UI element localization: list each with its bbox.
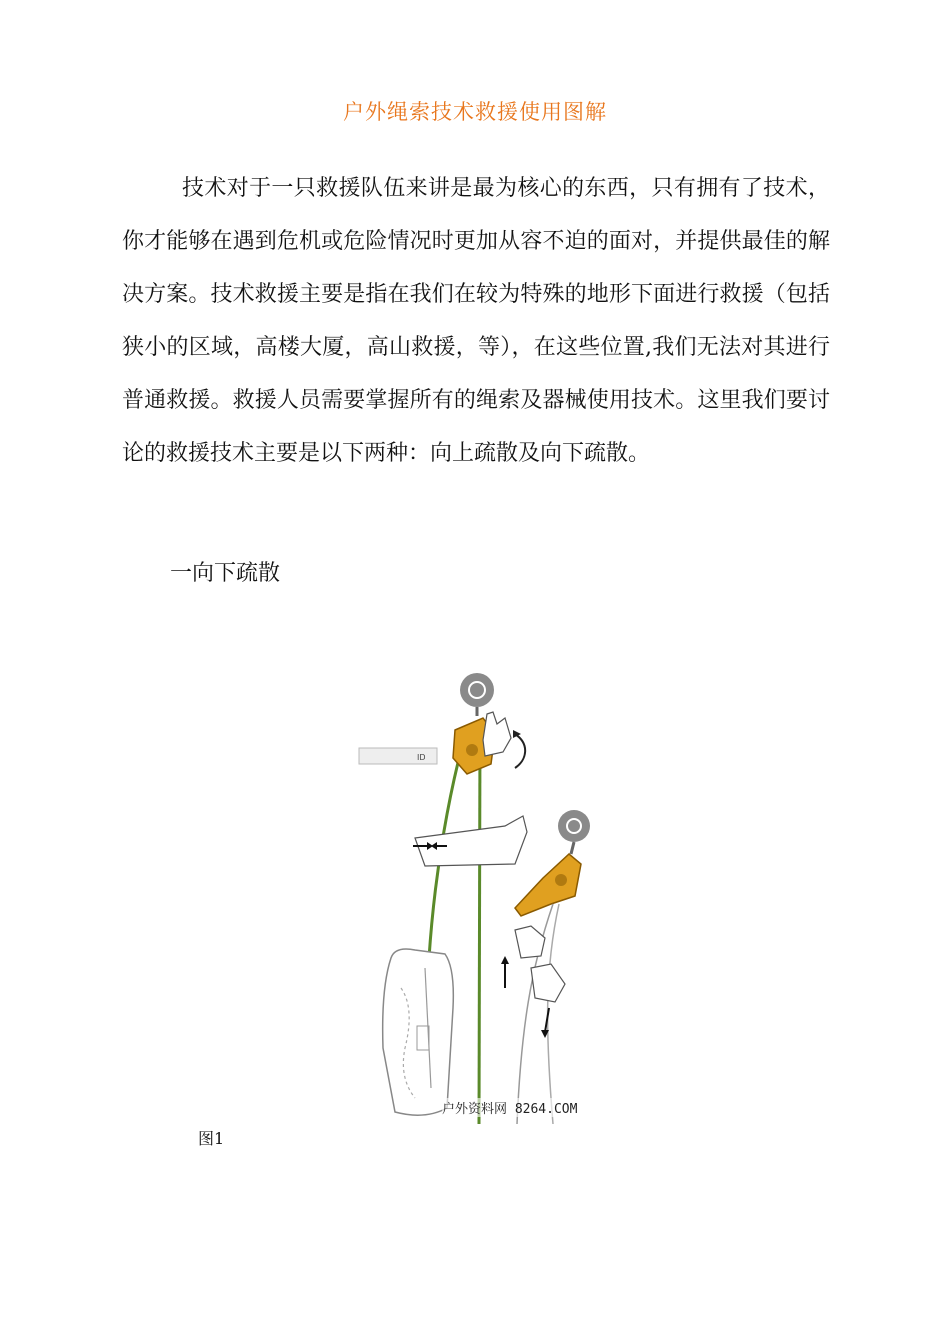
backpack-icon xyxy=(383,949,454,1115)
label-tag xyxy=(359,748,437,764)
label-tag-text: ID xyxy=(417,753,426,762)
section-heading: 一向下疏散 xyxy=(170,561,281,586)
document-title: 户外绳索技术救援使用图解 xyxy=(343,100,607,124)
watermark: 户外资料网 8264.COM xyxy=(442,1098,577,1117)
top-anchor-icon xyxy=(460,673,494,716)
rescue-illustration xyxy=(355,668,595,1128)
arm-holding-rope-icon xyxy=(413,816,527,866)
grigri-device-icon xyxy=(515,854,581,916)
rope-right-icon xyxy=(479,728,480,1124)
body-paragraph: 技术对于一只救援队伍来讲是最为核心的东西，只有拥有了技术，你才能够在遇到危机或危险情况时更加从容不迫的面对，并提供最佳的解决方案。技术救援主要是指在我们在较为特殊的地形下面进行救援（包括狭小的区域，高楼大厦，高山救援，等），在这些位置,我们无法对其进行普通救援。救援人员需要掌握所有的绳索及器械使用技术。这里我们要讨论的救援技术主要是以下两种：向上疏散及向下疏散。 xyxy=(122,176,830,466)
right-anchor-icon xyxy=(558,810,590,854)
hand-lower-icon xyxy=(501,926,565,1038)
figure-caption: 图1 xyxy=(198,1129,225,1148)
